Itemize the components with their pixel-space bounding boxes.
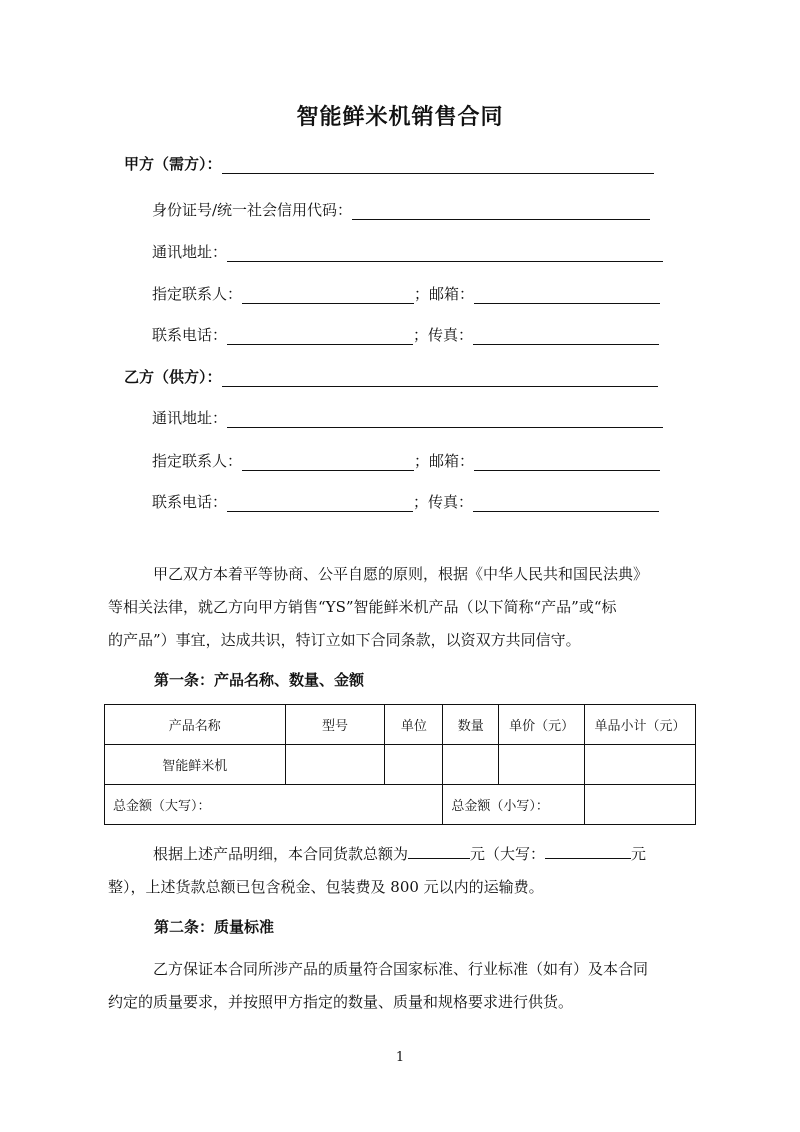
total-lower-label: 总金额（小写）： [443, 785, 585, 825]
party-a-address-row [152, 238, 663, 262]
party-a-contact-blank[interactable] [242, 285, 414, 304]
total-upper-label: 总金额（大写）： [105, 785, 443, 825]
article-1-line-1 [108, 838, 694, 871]
party-b-address-row [152, 404, 663, 428]
contract-title: 智能鲜米机销售合同 [296, 105, 504, 130]
cell-model[interactable] [285, 745, 385, 785]
amount-upper-blank[interactable] [545, 842, 631, 859]
table-total-row [105, 785, 696, 825]
party-a-email-label: ；邮箱： [414, 285, 475, 303]
party-b-contact-row [152, 447, 660, 471]
cell-unit[interactable] [385, 745, 443, 785]
table-header-row [105, 705, 696, 745]
party-b-phone-row [152, 488, 659, 512]
page-number: 1 [395, 1050, 405, 1065]
header-subtotal: 单品小计（元） [585, 705, 696, 745]
party-b-fax-blank[interactable] [473, 493, 659, 512]
amount-text-1: 根据上述产品明细，本合同货款总额为 [153, 845, 409, 863]
intro-line-3: 的产品”）事宜，达成共识，特订立如下合同条款，以资双方共同信守。 [108, 631, 581, 649]
article-2-heading: 第二条：质量标准 [154, 918, 275, 936]
cell-total-lower[interactable] [585, 785, 696, 825]
cell-quantity[interactable] [443, 745, 499, 785]
party-a-fax-label: ；传真： [413, 326, 474, 344]
party-a-fax-blank[interactable] [473, 326, 659, 345]
header-unit: 单位 [385, 705, 443, 745]
party-a-contact-row [152, 280, 660, 304]
party-b-phone-blank[interactable] [227, 493, 413, 512]
header-quantity: 数量 [443, 705, 499, 745]
party-a-id-blank[interactable] [352, 201, 650, 220]
party-b-email-blank[interactable] [474, 452, 660, 471]
cell-product-name: 智能鲜米机 [105, 745, 286, 785]
party-a-email-blank[interactable] [474, 285, 660, 304]
amount-text-2: 元（大写： [470, 845, 546, 863]
party-b-row [124, 363, 658, 387]
article-2-paragraph [108, 953, 694, 1019]
article-2-line-1: 乙方保证本合同所涉产品的质量符合国家标准、行业标准（如有）及本合同 [153, 960, 649, 978]
party-b-label: 乙方（供方）： [124, 368, 222, 386]
party-b-contact-blank[interactable] [242, 452, 414, 471]
table-row [105, 745, 696, 785]
party-a-address-label: 通讯地址： [152, 243, 228, 261]
header-product-name: 产品名称 [105, 705, 286, 745]
intro-line-1: 甲乙双方本着平等协商、公平自愿的原则，根据《中华人民共和国民法典》 [153, 565, 649, 583]
cell-subtotal[interactable] [585, 745, 696, 785]
party-b-address-label: 通讯地址： [152, 409, 228, 427]
party-a-phone-row [152, 321, 659, 345]
party-b-email-label: ；邮箱： [414, 452, 475, 470]
article-1-paragraph [108, 838, 694, 904]
product-table [104, 704, 696, 825]
party-a-id-label: 身份证号/统一社会信用代码： [152, 201, 353, 219]
intro-paragraph [108, 558, 694, 657]
party-a-address-blank[interactable] [227, 243, 663, 262]
party-b-contact-label: 指定联系人： [152, 452, 243, 470]
party-b-fax-label: ；传真： [413, 493, 474, 511]
party-a-contact-label: 指定联系人： [152, 285, 243, 303]
party-a-label: 甲方（需方）： [124, 155, 222, 173]
cell-unit-price[interactable] [499, 745, 585, 785]
amount-text-3: 元 [631, 845, 647, 863]
article-2-line-2: 约定的质量要求，并按照甲方指定的数量、质量和规格要求进行供货。 [108, 993, 574, 1011]
party-a-name-blank[interactable] [222, 155, 654, 174]
amount-blank[interactable] [408, 842, 470, 859]
party-b-phone-label: 联系电话： [152, 493, 228, 511]
article-1-heading: 第一条：产品名称、数量、金额 [154, 671, 365, 689]
header-unit-price: 单价（元） [499, 705, 585, 745]
article-1-line-2: 整），上述货款总额已包含税金、包装费及 800 元以内的运输费。 [108, 878, 544, 896]
party-b-address-blank[interactable] [227, 409, 663, 428]
intro-line-2: 等相关法律，就乙方向甲方销售“YS”智能鲜米机产品（以下简称“产品”或“标 [108, 598, 617, 616]
party-a-phone-label: 联系电话： [152, 326, 228, 344]
header-model: 型号 [285, 705, 385, 745]
party-a-id-row [152, 196, 650, 220]
party-a-row [124, 150, 654, 174]
party-a-phone-blank[interactable] [227, 326, 413, 345]
party-b-name-blank[interactable] [222, 368, 658, 387]
